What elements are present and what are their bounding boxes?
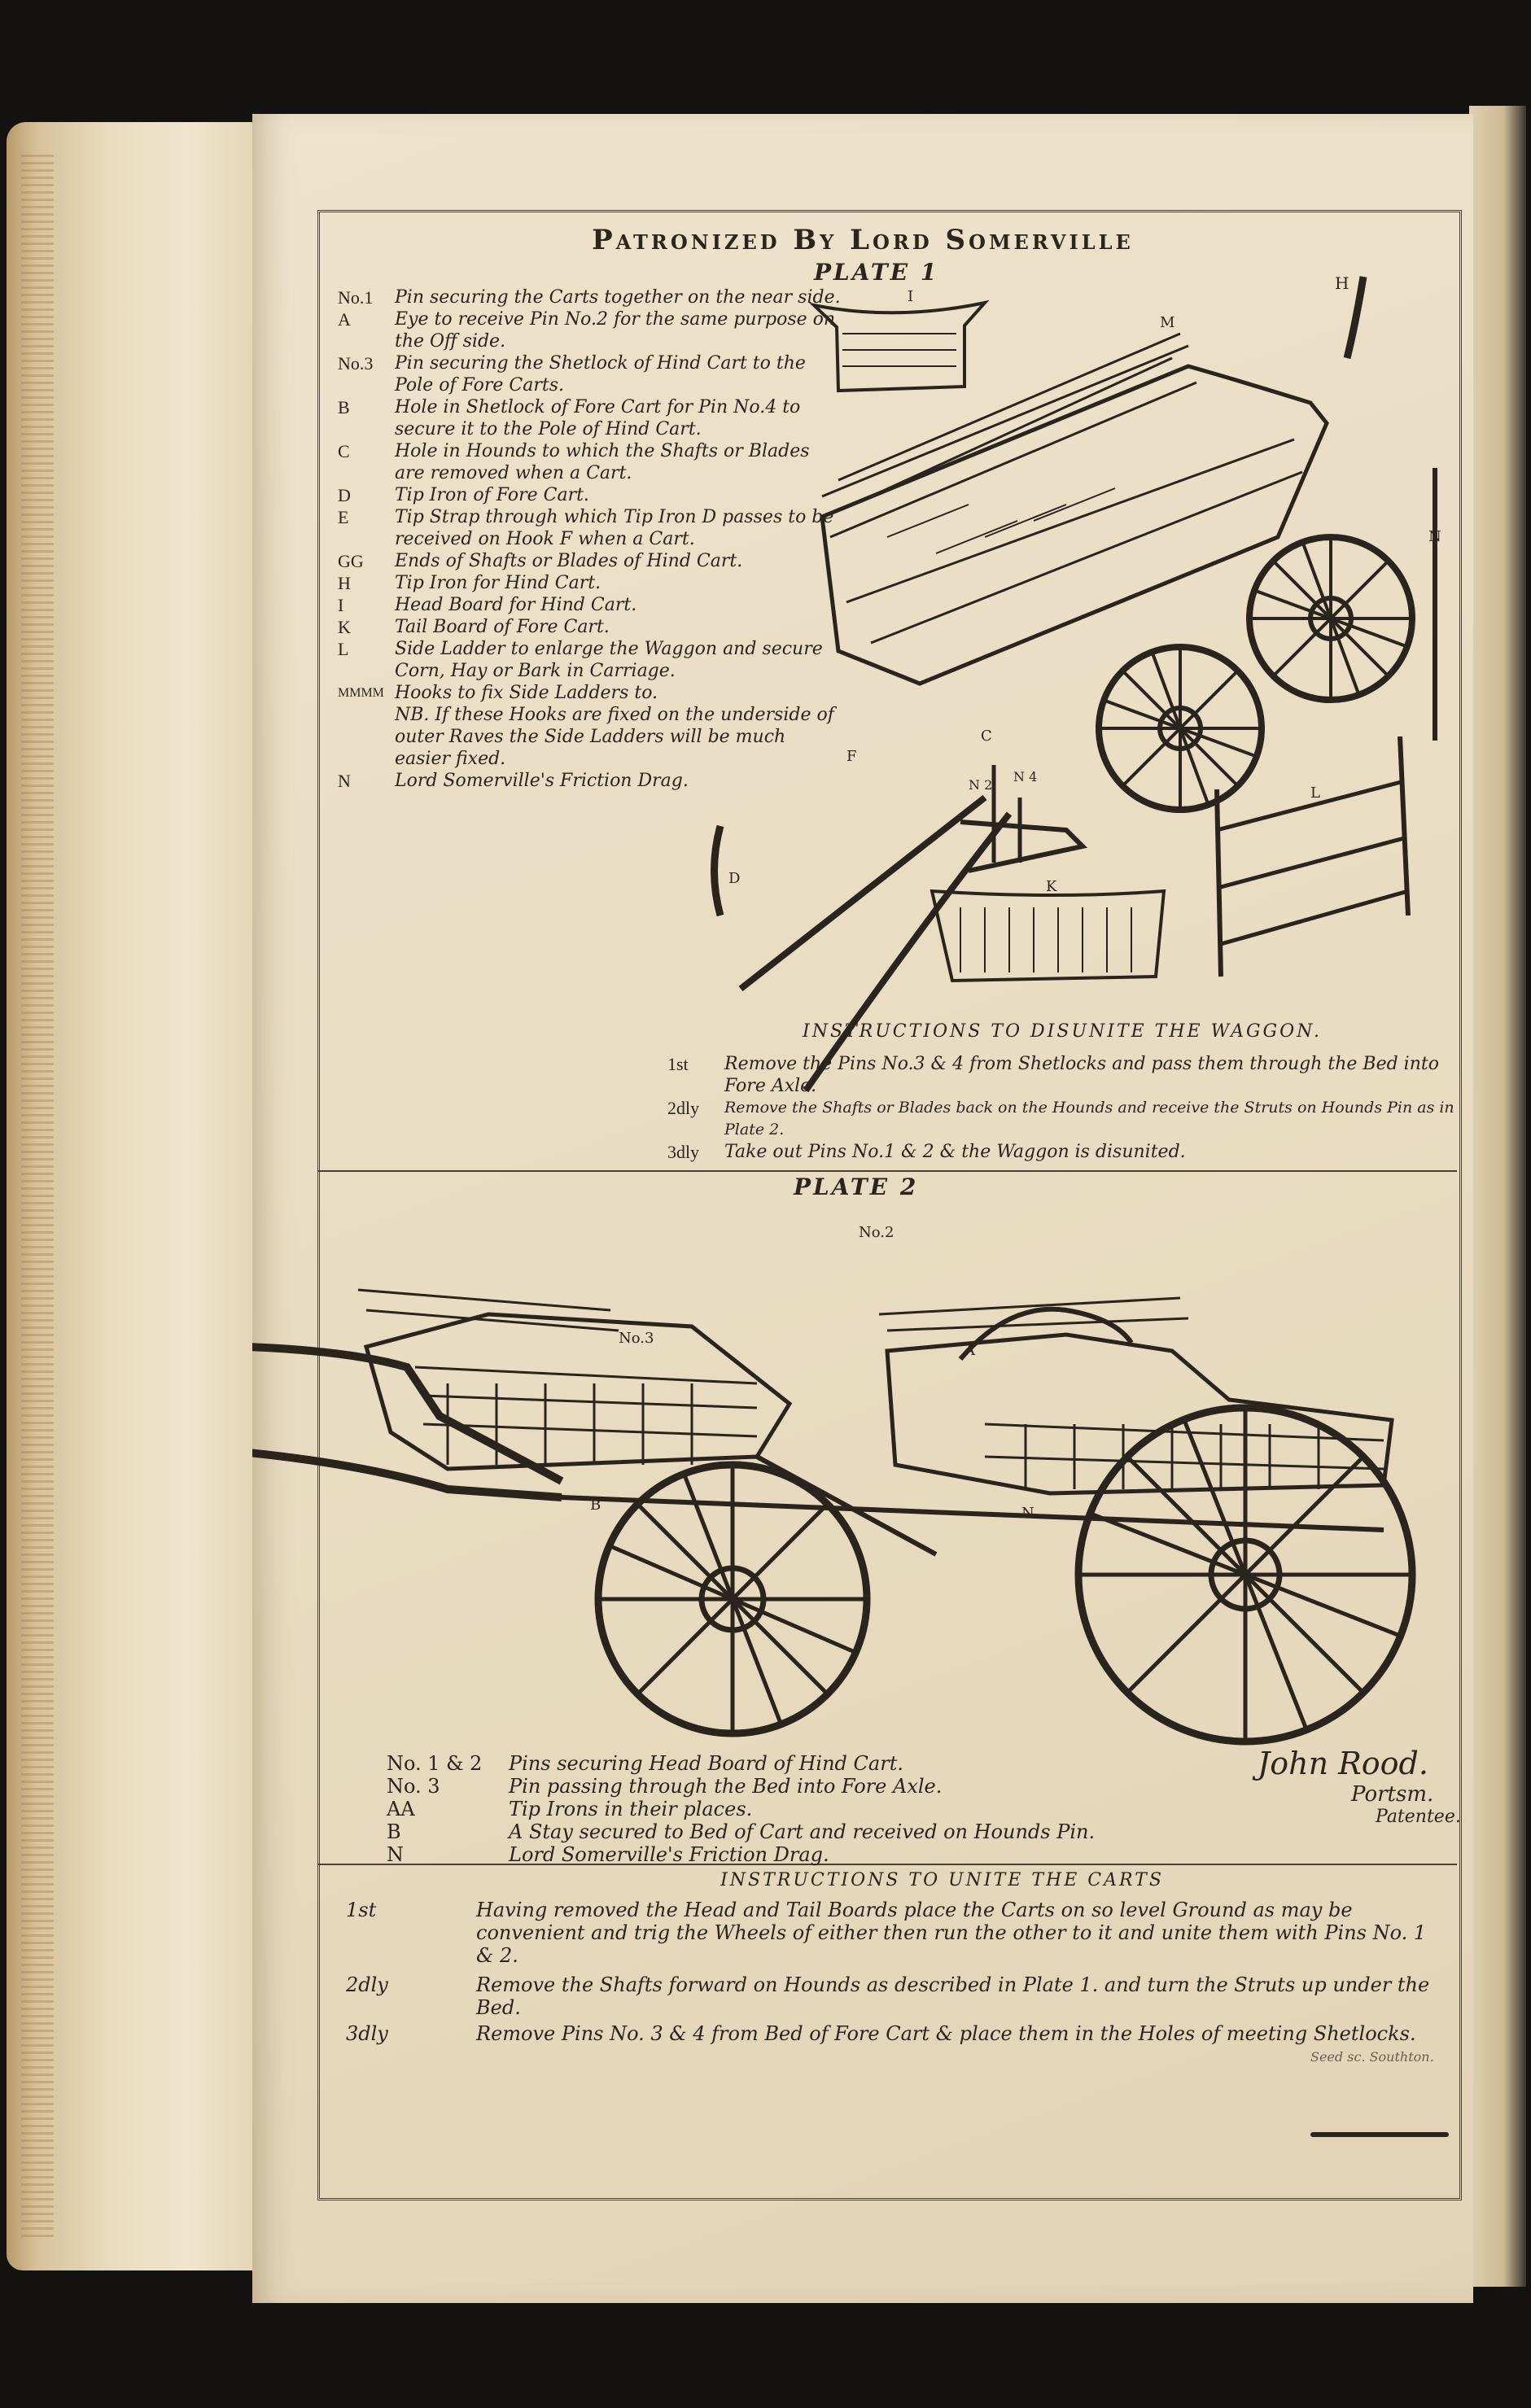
plate-2-waggon-engraving xyxy=(252,114,1473,1904)
legend-row: No.3 Pin securing the Shetlock of Hind Cart to the Pole of Fore Carts. xyxy=(338,353,806,396)
figure-label: A xyxy=(965,1342,975,1359)
figure-label: H xyxy=(1335,273,1349,293)
legend-row: K Tail Board of Fore Cart. xyxy=(338,617,610,637)
legend-row: MMMM Hooks to fix Side Ladders to. xyxy=(338,683,658,703)
figure-label: B xyxy=(590,1497,601,1514)
legend-row: N Lord Somerville's Friction Drag. xyxy=(387,1843,829,1866)
figure-label: F xyxy=(846,748,857,765)
legend-row: No. 3 Pin passing through the Bed into Fore Axle. xyxy=(387,1775,943,1798)
signature-title: Patentee. xyxy=(1376,1807,1461,1827)
figure-label: N xyxy=(1428,528,1441,545)
legend-row: C Hole in Hounds to which the Shafts or Blades are removed when a Cart. xyxy=(338,441,810,483)
figure-label: N 4 xyxy=(1013,769,1038,784)
legend-row: B A Stay secured to Bed of Cart and received on Hounds Pin. xyxy=(387,1820,1096,1843)
plate-1-label: PLATE 1 xyxy=(814,259,939,286)
signature-name: John Rood. xyxy=(1258,1746,1428,1781)
legend-row: H Tip Iron for Hind Cart. xyxy=(338,573,601,593)
instruction-step: 3dly Take out Pins No.1 & 2 & the Waggon is disunited. xyxy=(667,1142,1186,1162)
legend-row: A Eye to receive Pin No.2 for the same purpose on the Off side. xyxy=(338,309,836,352)
instruction-step: 2dly Remove the Shafts or Blades back on the Hounds and receive the Struts on Hounds Pin as in Plate 2. xyxy=(667,1098,1454,1138)
plate-2-label: PLATE 2 xyxy=(794,1173,919,1200)
instruction-step: 1st Remove the Pins No.3 & 4 from Shetlocks and pass them through the Bed into Fore Axle. xyxy=(667,1054,1439,1096)
book-fore-edge xyxy=(7,122,267,2270)
instruction-step: 3dly Remove Pins No. 3 & 4 from Bed of Fore Cart & place them in the Holes of meeting Shetlocks. xyxy=(346,2022,1416,2045)
legend-row: E Tip Strap through which Tip Iron D passes to be received on Hook F when a Cart. xyxy=(338,507,834,549)
legend-row: No. 1 & 2 Pins securing Head Board of Hind Cart. xyxy=(387,1752,903,1775)
figure-label: No.3 xyxy=(619,1330,654,1347)
instructions-title: INSTRUCTIONS TO DISUNITE THE WAGGON. xyxy=(803,1021,1322,1042)
ink-mark xyxy=(1310,2132,1449,2137)
figure-label: C xyxy=(981,728,992,745)
plate-2-legend xyxy=(387,1752,1201,1866)
legend-row: L Side Ladder to enlarge the Waggon and secure Corn, Hay or Bark in Carriage. xyxy=(338,639,823,681)
signature-place: Portsm. xyxy=(1351,1782,1434,1807)
legend-row: D Tip Iron of Fore Cart. xyxy=(338,485,589,505)
engraver-credit: Seed sc. Southton. xyxy=(1310,2049,1434,2065)
instruction-step: 2dly Remove the Shafts forward on Hounds as described in Plate 1. and turn the Struts up under the Bed. xyxy=(346,1973,1430,2019)
figure-label: M xyxy=(1160,314,1175,331)
instructions-title: INSTRUCTIONS TO UNITE THE CARTS xyxy=(720,1870,1164,1890)
legend-row: I Head Board for Hind Cart. xyxy=(338,595,637,615)
legend-row: B Hole in Shetlock of Fore Cart for Pin No.4 to secure it to the Pole of Hind Cart. xyxy=(338,397,801,439)
united-waggon-illustration xyxy=(252,1290,1412,1742)
legend-note: NB. If these Hooks are fixed on the underside of outer Raves the Side Ladders will be much easier fixed. xyxy=(395,705,834,769)
figure-label: I xyxy=(908,288,914,305)
facing-page-edge xyxy=(1469,106,1526,2287)
figure-label: No.2 xyxy=(859,1224,895,1241)
figure-label: K xyxy=(1046,878,1057,895)
figure-label: D xyxy=(728,870,741,887)
instruction-step: 1st Having removed the Head and Tail Boards place the Carts on so level Ground as may be convenient and trig the Wheels of either then run the other to it and unite them with Pins No. 1 & 2. xyxy=(346,1899,1427,1967)
figure-label: L xyxy=(1310,784,1320,802)
figure-label: N xyxy=(1021,1505,1035,1522)
legend-row: No.1 Pin securing the Carts together on the near side. xyxy=(338,287,841,308)
legend-row: N Lord Somerville's Friction Drag. xyxy=(338,771,689,791)
page-title: Patronized By Lord Somerville xyxy=(592,224,1134,256)
engraved-plate-page xyxy=(252,114,1473,2303)
figure-label: N 2 xyxy=(969,777,993,793)
legend-row: GG Ends of Shafts or Blades of Hind Cart. xyxy=(338,551,743,571)
plate-2-instructions xyxy=(346,1870,1441,2045)
legend-row: AA Tip Irons in their places. xyxy=(387,1798,753,1820)
